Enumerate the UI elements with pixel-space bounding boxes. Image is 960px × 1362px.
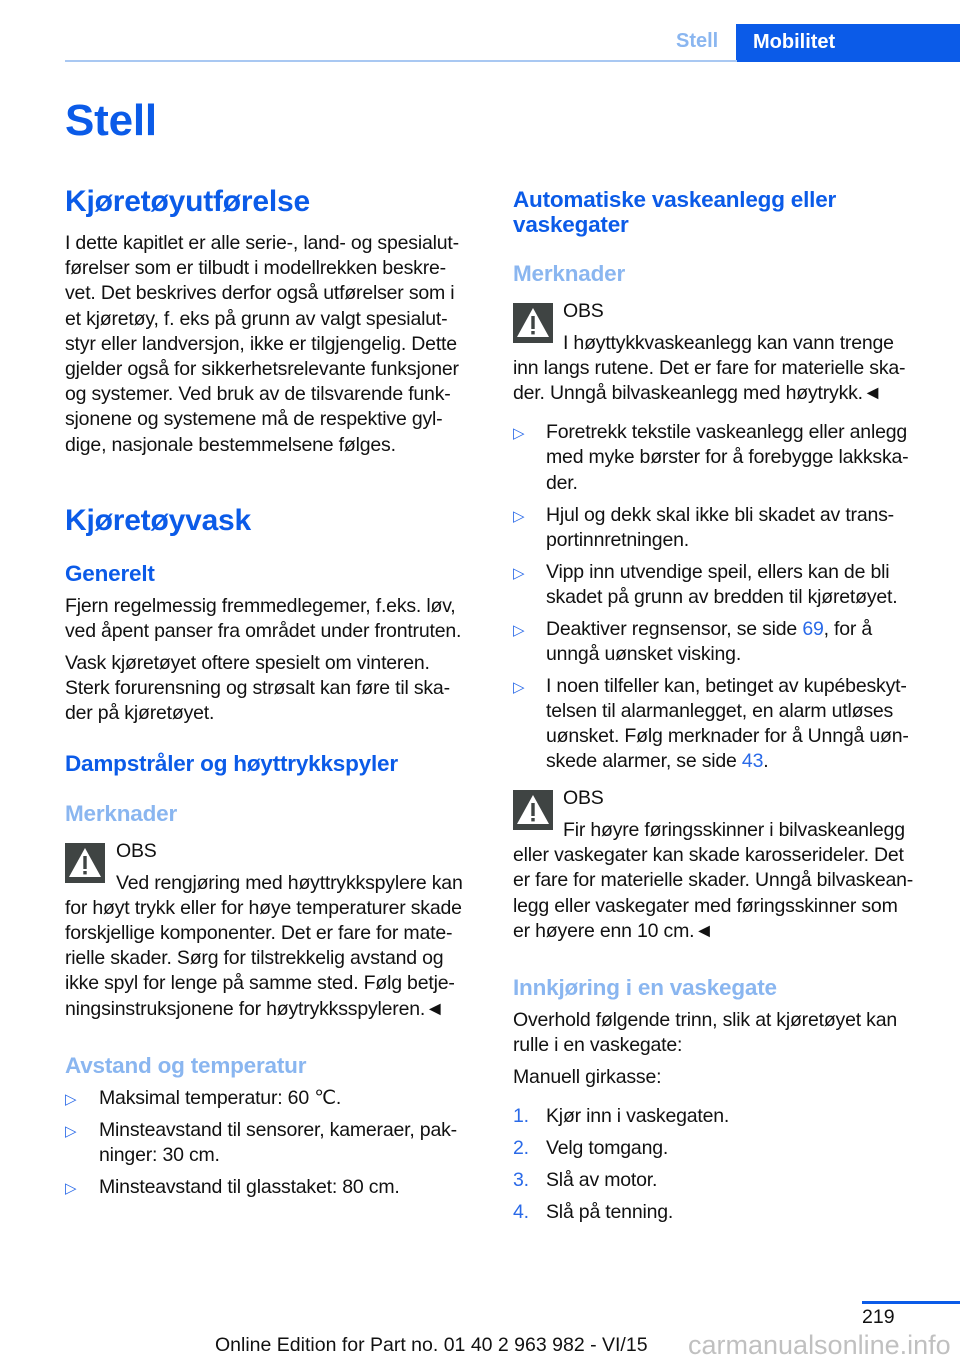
paragraph-line: og systemer. Ved bruk av de tilsvarende funk- [65, 383, 451, 406]
paragraph-line: Overhold følgende trinn, slik at kjøretøyet kan [513, 1009, 898, 1031]
paragraph-line: Manuell girkasse: [513, 1066, 662, 1088]
step-text: Slå på tenning. [546, 1201, 674, 1223]
list-item-line: uønsket. Følg merknader for å Unngå uøn- [546, 725, 909, 747]
paragraph-line: Fjern regelmessig fremmedlegemer, f.eks. løv, [65, 595, 456, 617]
list-item-line: Vipp inn utvendige speil, ellers kan de bli [546, 561, 890, 583]
footer-divider [862, 1301, 960, 1304]
warning-text-line: rielle skader. Sørg for tilstrekkelig avstand og [65, 947, 444, 970]
notes-heading: Innkjøring i en vaskegate [513, 975, 777, 1000]
warning-text-line: Ved rengjøring med høyttrykkspylere kan [116, 872, 463, 894]
paragraph-line: dige, nasjonale bestemmelsene følges. [65, 433, 396, 456]
page-link[interactable]: 43 [741, 750, 764, 772]
bullet-icon: ▷ [513, 622, 525, 639]
list-item-line [546, 617, 872, 641]
list-item-line: skadet på grunn av bredden til kjøretøyet. [546, 586, 898, 608]
list-item-line: telsen til alarmanlegget, en alarm utløses [546, 700, 894, 722]
warning-text-line: eller vaskegater kan skade karosserideler. Det [513, 844, 904, 867]
tab-stell[interactable]: Stell [676, 30, 719, 52]
list-item-line: der. [546, 472, 578, 494]
page-number: 219 [862, 1306, 895, 1328]
section-heading: Kjøretøyutførelse [65, 185, 310, 218]
watermark: carmanualsonline.info [688, 1330, 951, 1360]
paragraph-line: førelser som er tilbudt i modellrekken beskre- [65, 257, 446, 280]
step-text: Velg tomgang. [546, 1137, 669, 1159]
subsection-heading: Generelt [65, 561, 155, 586]
list-item-line [546, 749, 768, 773]
warning-text-line: er høyere enn 10 cm.◄ [513, 919, 714, 942]
bullet-icon: ▷ [65, 1091, 77, 1108]
list-item-line: Minsteavstand til glasstaket: 80 cm. [99, 1176, 400, 1198]
header-divider [65, 60, 737, 62]
paragraph-line: gjelder også for sikkerhetsrelevante funksjoner [65, 358, 459, 380]
warning-text-line: Fir høyre føringsskinner i bilvaskeanlegg [563, 819, 905, 841]
warning-icon [65, 843, 105, 883]
list-item-line: Maksimal temperatur: 60 ℃. [99, 1087, 342, 1109]
page-title: Stell [65, 96, 157, 145]
step-text: Slå av motor. [546, 1169, 658, 1191]
text-segment: , for å [823, 618, 873, 640]
paragraph-line: ved åpent panser fra området under frontruten. [65, 620, 462, 643]
list-item-line: I noen tilfeller kan, betinget av kupébeskyt- [546, 675, 907, 697]
warning-text-line: ikke spyl for lenge på samme sted. Følg betje- [65, 972, 455, 995]
paragraph-line: Sterk forurensning og strøsalt kan føre til ska- [65, 677, 450, 700]
warning-text-line: legg eller vaskegater med føringsskinner som [513, 894, 898, 917]
bullet-icon: ▷ [65, 1123, 77, 1140]
warning-text-line: inn langs rutene. Det er fare for materielle ska- [513, 357, 906, 379]
page-link[interactable]: 69 [802, 618, 824, 640]
paragraph-line: I dette kapitlet er alle serie-, land- og spesialut- [65, 232, 459, 254]
paragraph-line: Vask kjøretøyet oftere spesielt om vinteren. [65, 652, 430, 674]
step-number: 3. [513, 1169, 529, 1191]
paragraph-line: et kjøretøy, f. eks på grunn av valgt spesialut- [65, 307, 448, 330]
warning-label: OBS [563, 300, 604, 322]
list-item-line: Hjul og dekk skal ikke bli skadet av trans- [546, 504, 894, 526]
step-number: 2. [513, 1137, 529, 1159]
bullet-icon: ▷ [513, 425, 525, 442]
list-item-line: med myke børster for å forebygge lakkska- [546, 446, 909, 468]
edition-text: Online Edition for Part no. 01 40 2 963 982 - VI/15 [215, 1334, 648, 1356]
text-segment: Deaktiver regnsensor, se side [546, 618, 803, 640]
tab-mobilitet[interactable]: Mobilitet [736, 24, 960, 62]
warning-text-line: I høyttykkvaskeanlegg kan vann trenge [563, 332, 894, 354]
warning-label: OBS [563, 787, 604, 809]
text-segment: skede alarmer, se side [546, 750, 742, 772]
list-item-line: portinnretningen. [546, 529, 689, 551]
bullet-icon: ▷ [65, 1180, 77, 1197]
list-item-line: Foretrekk tekstile vaskeanlegg eller anlegg [546, 421, 908, 443]
step-number: 1. [513, 1105, 529, 1127]
subsection-heading: vaskegater [513, 212, 629, 237]
subsection-heading: Dampstråler og høyttrykkspyler [65, 751, 398, 776]
warning-icon [513, 790, 553, 830]
warning-text-line: forskjellige komponenter. Det er fare for mate- [65, 922, 453, 945]
paragraph-line: styr eller landversjon, ikke er tilgjengelig. Dette [65, 332, 457, 355]
warning-icon [513, 303, 553, 343]
list-item-line: unngå uønsket visking. [546, 643, 742, 665]
notes-heading: Merknader [65, 801, 177, 826]
notes-heading: Avstand og temperatur [65, 1053, 307, 1078]
step-text: Kjør inn i vaskegaten. [546, 1105, 730, 1127]
warning-text-line: for høyt trykk eller for høye temperaturer skade [65, 897, 462, 920]
step-number: 4. [513, 1201, 529, 1223]
text-segment: . [763, 750, 769, 772]
notes-heading: Merknader [513, 261, 625, 286]
warning-text-line: der. Unngå bilvaskeanlegg med høytrykk.◄ [513, 382, 882, 404]
paragraph-line: vet. Det beskrives derfor også utførelser som i [65, 282, 455, 305]
warning-text-line: er fare for materielle skader. Unngå bilvaskean- [513, 869, 914, 892]
paragraph-line: rulle i en vaskegate: [513, 1034, 683, 1057]
bullet-icon: ▷ [513, 679, 525, 696]
list-item-line: ninger: 30 cm. [99, 1144, 220, 1166]
list-item-line: Minsteavstand til sensorer, kameraer, pak- [99, 1119, 457, 1141]
subsection-heading: Automatiske vaskeanlegg eller [513, 187, 837, 212]
warning-label: OBS [116, 840, 157, 862]
paragraph-line: sjonene og systemene må de respektive gyl- [65, 408, 443, 431]
warning-text-line: ningsinstruksjonene for høytrykksspyleren.◄ [65, 997, 445, 1020]
section-heading: Kjøretøyvask [65, 504, 252, 537]
paragraph-line: der på kjøretøyet. [65, 702, 215, 725]
bullet-icon: ▷ [513, 565, 525, 582]
bullet-icon: ▷ [513, 508, 525, 525]
